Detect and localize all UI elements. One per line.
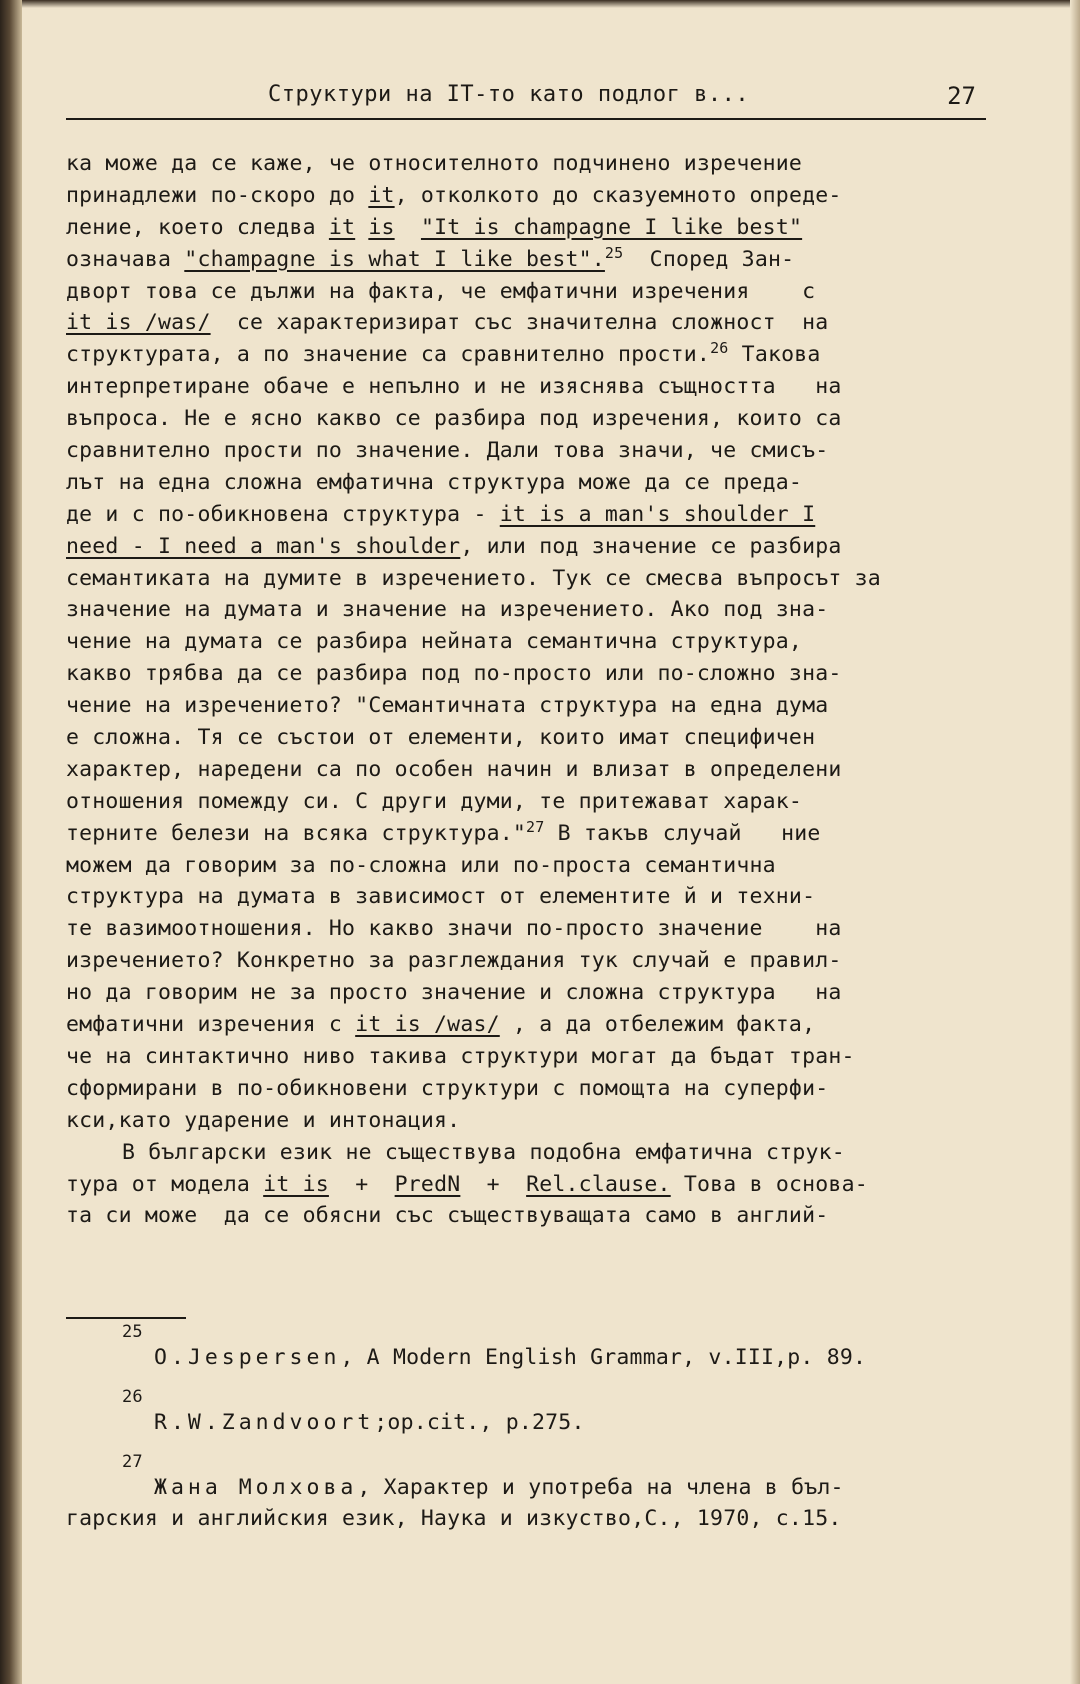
book-spine-shadow (0, 0, 22, 1684)
text-line: значение на думата и значение на изречението. Ако под зна- (66, 597, 829, 623)
running-title: Структури на IT-то като подлог в... (268, 82, 750, 107)
text-line: чение на думата се разбира нейната семантична структура, (66, 629, 803, 655)
text-line: де и с по-обикновена структура - it is a man's shoulder I (66, 501, 816, 527)
footnote-26: 26 R.W.Zandvoort;op.cit., p.275. (66, 1387, 986, 1438)
text-line: структура на думата в зависимост от елементите й и техни- (66, 884, 816, 910)
text-line: изречението? Конкретно за разглеждания тук случай е правил- (66, 948, 842, 974)
text-line: та си може да се обясни със съществуващата само в англий- (66, 1203, 829, 1229)
underlined-example: PredN (394, 1171, 461, 1197)
page-number: 27 (947, 82, 976, 110)
underlined-example: it is (263, 1171, 329, 1197)
text-line: семантиката на думите в изречението. Тук се смесва въпросът за (66, 565, 881, 591)
text-line: дворт това се дължи на факта, че емфатични изречения с (66, 278, 816, 304)
text-line: ка може да се каже, че относителното подчинено изречение (66, 151, 803, 176)
footnote-number: 27 (122, 1452, 143, 1472)
underlined-example: "champagne is what I like best". (184, 246, 605, 272)
text-line: сформирани в по-обикновени структури с помощта на суперфи- (66, 1075, 829, 1101)
footnote-separator (66, 1317, 186, 1319)
text-line: кси,като ударение и интонация. (66, 1107, 461, 1133)
text-line: емфатични изречения с it is /was/ , а да отбележим факта, (66, 1012, 816, 1038)
page-right-edge (1070, 0, 1080, 1684)
text-line: че на синтактично ниво такива структури могат да бъдат тран- (66, 1043, 855, 1069)
footnote-author: R.W.Zandvoort (154, 1410, 375, 1435)
body-text (66, 148, 986, 1232)
footnote-25: 25 O.Jespersen, A Modern English Grammar, v.III,p. 89. (66, 1322, 986, 1373)
footnote-27: 27 Жана Молхова, Характер и употреба на члена в бъл- гарския и английския език, Наука и изкуство,С., 1970, с.15. (66, 1452, 986, 1534)
text-line: можем да говорим за по-сложна или по-проста семантична (66, 852, 776, 878)
text-line: it is /was/ се характеризират със значителна сложност на (66, 310, 829, 336)
footnote-ref: 26 (710, 339, 729, 358)
text-line: те вазимоотношения. Но какво значи по-просто значение на (66, 916, 842, 942)
text-line: интерпретиране обаче е непълно и не изяснява същността на (66, 374, 842, 400)
underlined-example: need - I need a man's shoulder (66, 533, 461, 559)
text-line: сравнително прости по значение. Дали това значи, че смисъ- (66, 438, 829, 464)
footnotes (66, 1322, 986, 1548)
footnote-number: 26 (122, 1387, 143, 1407)
text-line: тура от модела it is + PredN + Rel.clause. Това в основа- (66, 1171, 868, 1197)
text-line: need - I need a man's shoulder, или под значение се разбира (66, 533, 842, 559)
text-line: какво трябва да се разбира под по-просто или по-сложно зна- (66, 661, 842, 687)
underlined-example: "It is champagne I like best" (420, 214, 803, 240)
page-header (66, 82, 986, 120)
text-line: характер, наредени са по особен начин и влизат в определени (66, 756, 842, 782)
footnote-number: 25 (122, 1322, 143, 1342)
text-line: лът на една сложна емфатична структура може да се преда- (66, 469, 803, 495)
text-line: означава "champagne is what I like best".$^{25}$ Според Зан- (66, 243, 795, 272)
text-line: отношения помежду си. С други думи, те притежават харак- (66, 788, 803, 814)
text-line: чение на изречението? "Семантичната структура на една дума (66, 693, 829, 719)
text-line: принадлежи по-скоро до it, отколкото до сказуемното опреде- (66, 182, 842, 208)
underlined-example: Rel.clause. (526, 1171, 671, 1197)
text-line: но да говорим не за просто значение и сложна структура на (66, 980, 842, 1006)
text-line: терните белези на всяка структура."$^{27}$ В такъв случай ние (66, 817, 821, 846)
text-line: ление, което следва it is "It is champagne I like best" (66, 214, 803, 240)
underlined-example: is (368, 214, 395, 240)
text-line: структурата, а по значение са сравнително прости.$^{26}$ Такова (66, 339, 821, 368)
underlined-example: it is /was/ (66, 310, 211, 336)
underlined-example: it (368, 182, 395, 208)
footnote-continuation: гарския и английския език, Наука и изкуство,С., 1970, с.15. (66, 1506, 842, 1531)
text-line: е сложна. Тя се състои от елементи, които имат специфичен (66, 725, 816, 751)
text-line: въпроса. Не е ясно какво се разбира под изречения, които са (66, 406, 842, 432)
footnote-author: O.Jespersen (154, 1345, 341, 1370)
footnote-ref: 27 (526, 817, 545, 836)
footnote-ref: 25 (604, 243, 624, 262)
paragraph-start-line: В български език не съществува подобна емфатична струк- (122, 1139, 845, 1165)
underlined-example: it is /was/ (355, 1012, 500, 1038)
underlined-example: it (328, 214, 356, 240)
footnote-author: Жана Молхова (154, 1475, 358, 1500)
page-top-shadow (0, 0, 1080, 8)
underlined-example: it is a man's shoulder I (499, 501, 816, 527)
